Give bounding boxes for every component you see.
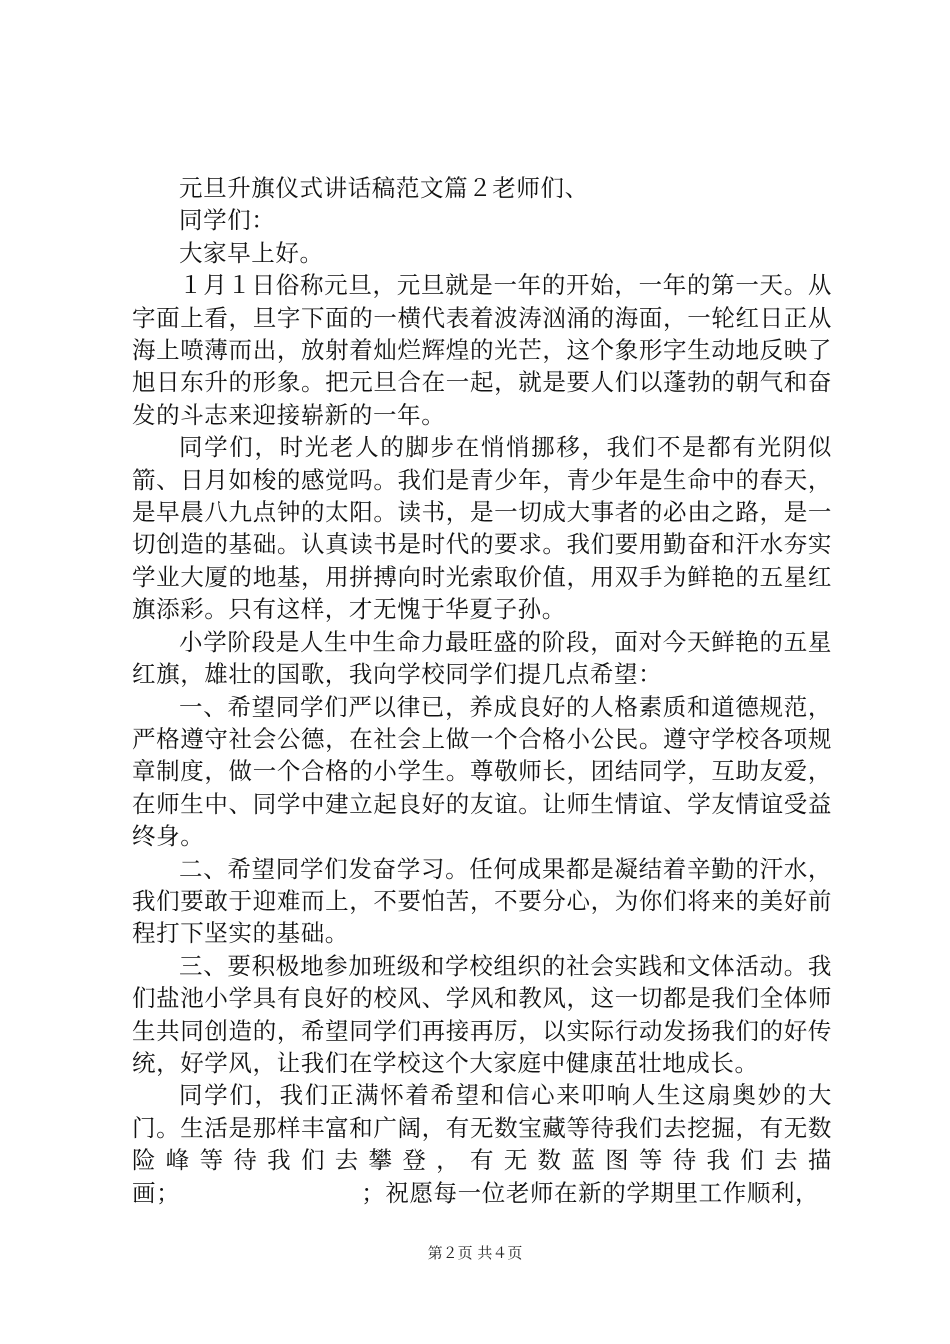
paragraph-new-year-meaning: １月１日俗称元旦，元旦就是一年的开始，一年的第一天。从字面上看，旦字下面的一横代表着波涛汹涌的海面，一轮红日正从海上喷薄而出，放射着灿烂辉煌的光芒，这个象形字生动地反映了旭日东升的形象。把元旦合在一起，就是要人们以蓬勃的朝气和奋发的斗志来迎接崭新的一年。 xyxy=(132,271,832,429)
paragraph-closing: 同学们，我们正满怀着希望和信心来叩响人生这扇奥妙的大门。生活是那样丰富和广阔，有无数宝藏等待我们去挖掘，有无数险峰等待我们去攀登，有无数蓝图等待我们去描画； ；祝愿每一位老师在新的学期里工作顺利， xyxy=(132,1081,832,1207)
page-number-footer: 第２页 共４页 xyxy=(427,1244,523,1262)
greeting: 大家早上好。 xyxy=(179,238,324,267)
paragraph-hopes-intro: 小学阶段是人生中生命力最旺盛的阶段，面对今天鲜艳的五星红旗，雄壮的国歌，我向学校同学们提几点希望： xyxy=(132,627,832,689)
paragraph-hope-one: 一、希望同学们严以律已，养成良好的人格素质和道德规范，严格遵守社会公德，在社会上做一个合格小公民。遵守学校各项规章制度，做一个合格的小学生。尊敬师长，团结同学，互助友爱，在师生中、同学中建立起良好的友谊。让师生情谊、学友情谊受益终身。 xyxy=(132,692,832,851)
speech-title-line: 元旦升旗仪式讲话稿范文篇２老师们、 xyxy=(179,174,589,202)
paragraph-hope-three: 三、要积极地参加班级和学校组织的社会实践和文体活动。我们盐池小学具有良好的校风、学风和教风，这一切都是我们全体师生共同创造的，希望同学们再接再厉，以实际行动发扬我们的好传统，好学风，让我们在学校这个大家庭中健康茁壮地成长。 xyxy=(132,951,832,1077)
document-body xyxy=(132,172,832,1209)
paragraph-hope-two: 二、希望同学们发奋学习。任何成果都是凝结着辛勤的汗水，我们要敢于迎难而上，不要怕苦，不要分心，为你们将来的美好前程打下坚实的基础。 xyxy=(132,854,832,948)
salutation-students: 同学们： xyxy=(179,206,276,235)
paragraph-time-and-study: 同学们，时光老人的脚步在悄悄挪移，我们不是都有光阴似箭、日月如梭的感觉吗。我们是青少年，青少年是生命中的春天，是早晨八九点钟的太阳。读书，是一切成大事者的必由之路，是一切创造的基础。认真读书是时代的要求。我们要用勤奋和汗水夯实学业大厦的地基，用拼搏向时光索取价值，用双手为鲜艳的五星红旗添彩。只有这样，才无愧于华夏子孙。 xyxy=(132,433,832,624)
